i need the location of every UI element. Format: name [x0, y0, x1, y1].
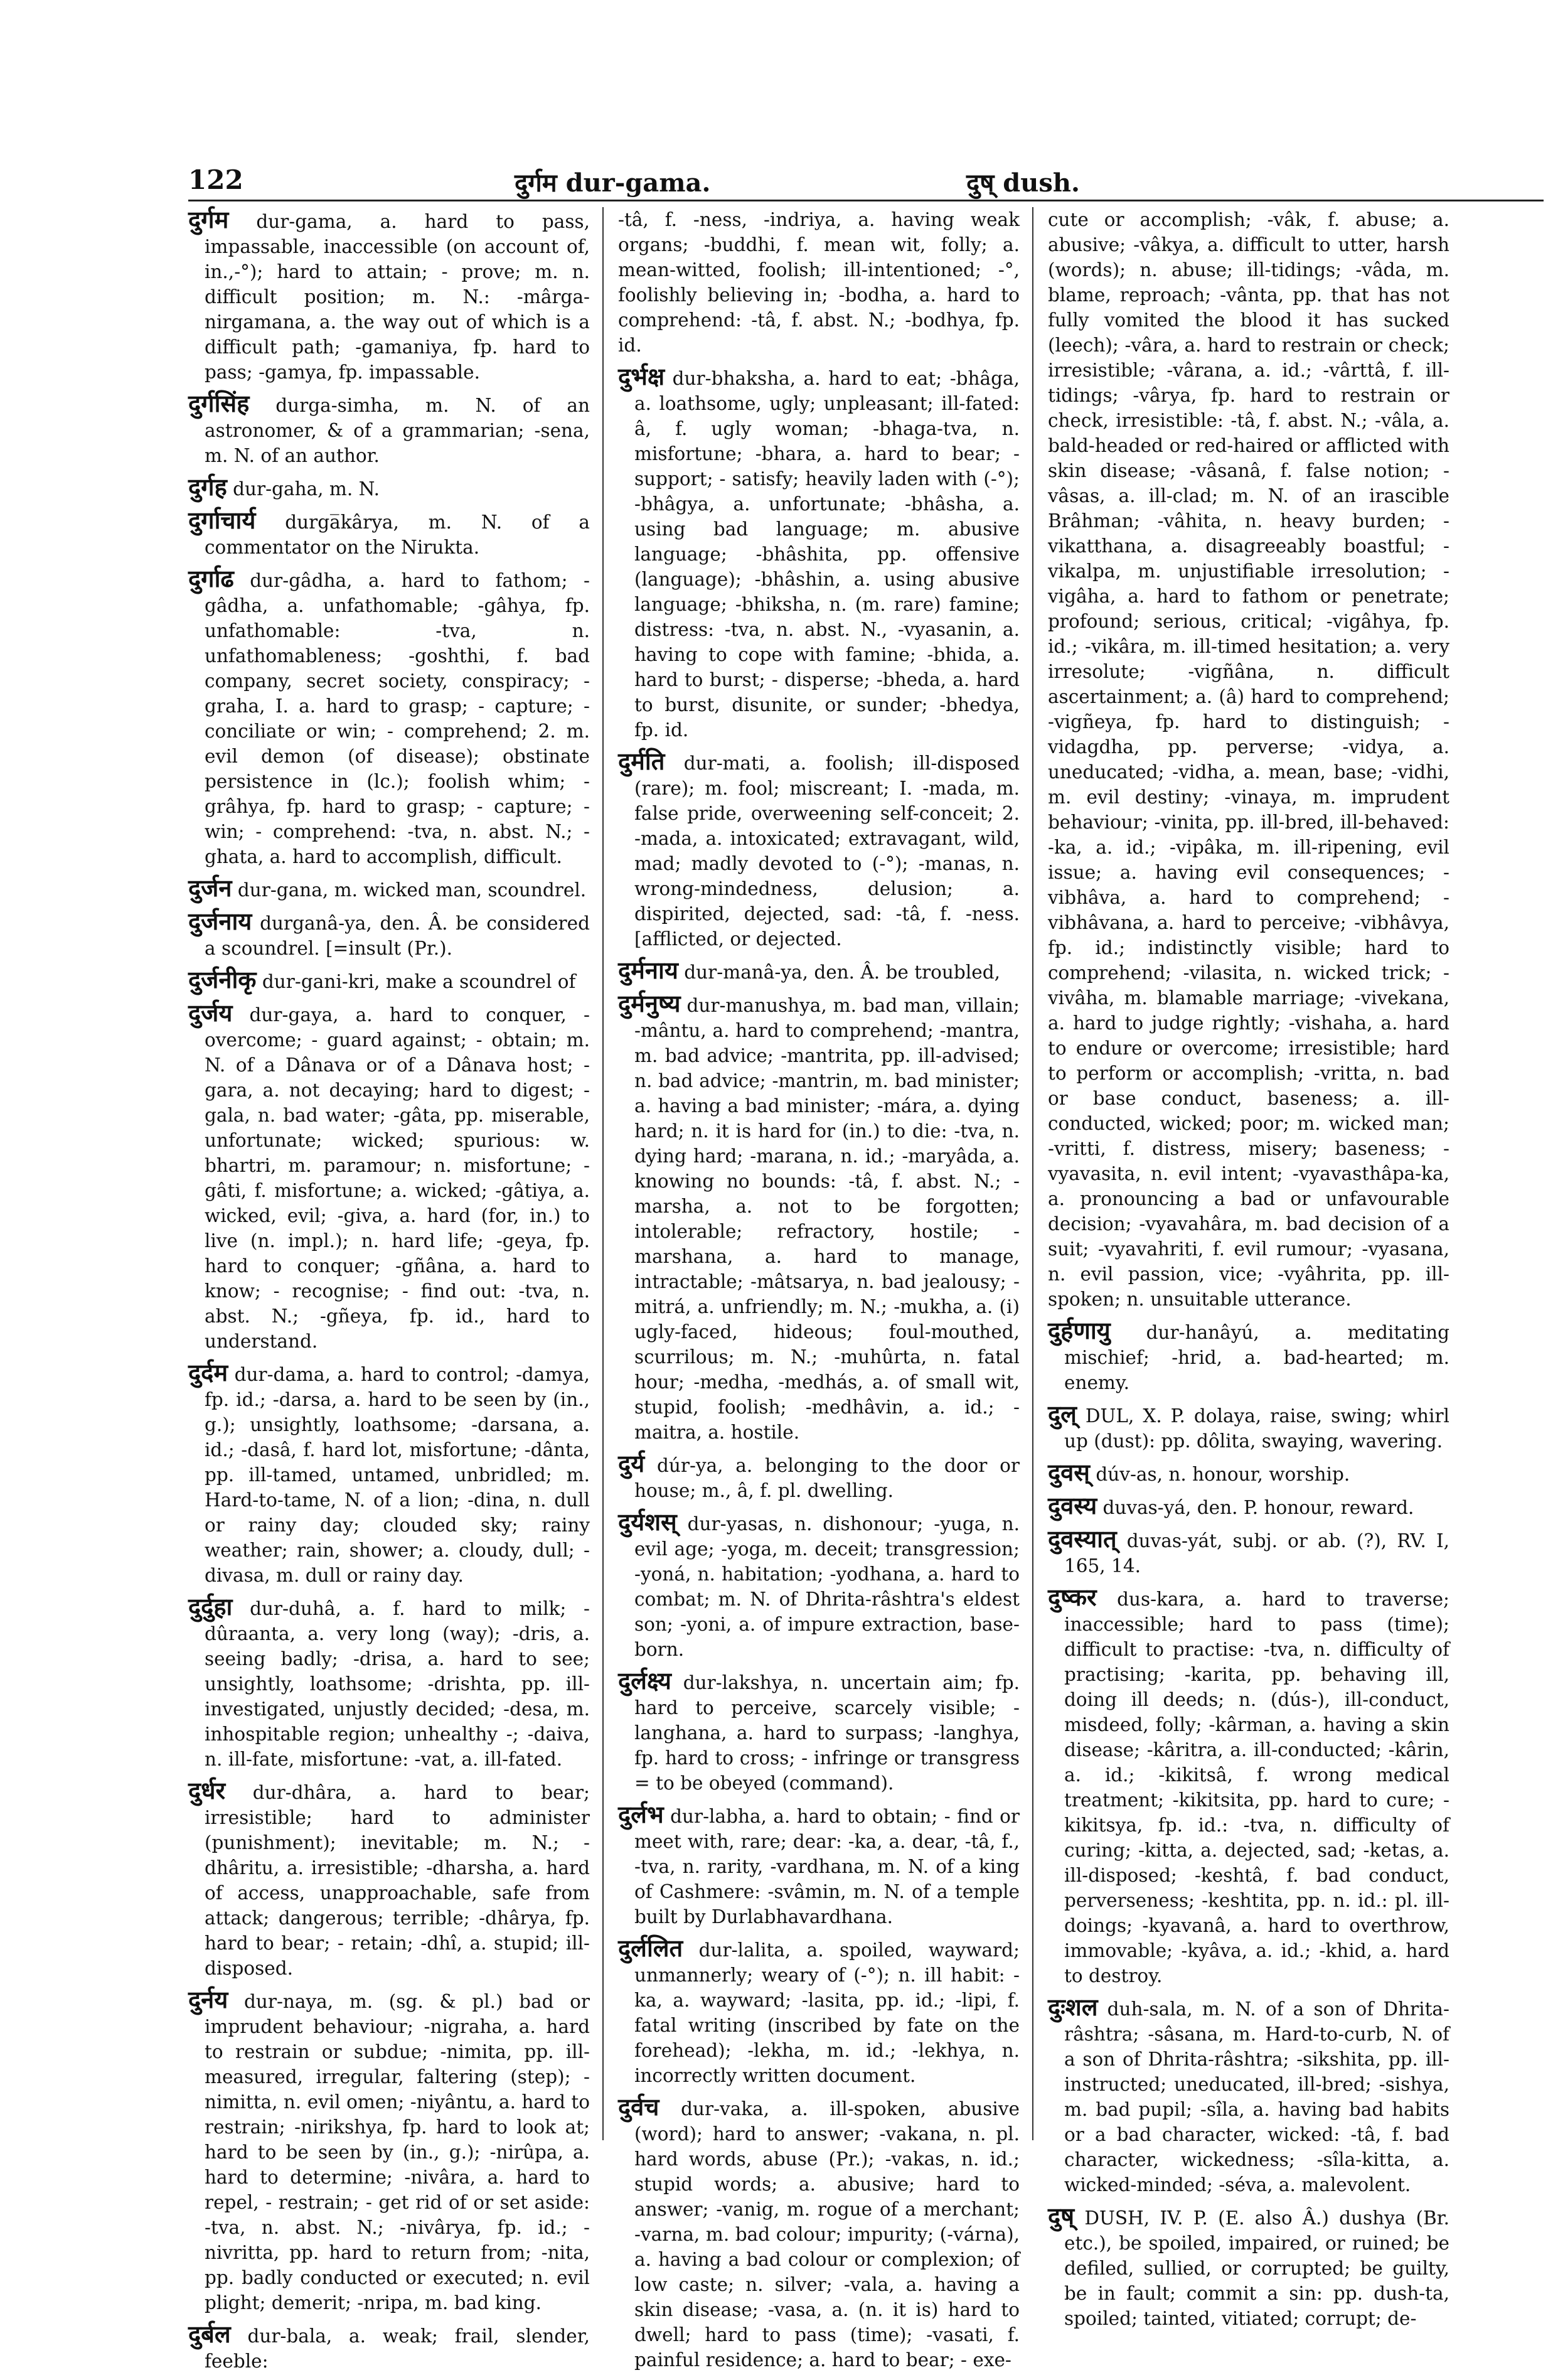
entry-definition: dur-dhâra, a. hard to bear; irresistible; hard to administer (punishment); inevitable; m. N.; -dhâritu, a. irresistible; -dharsha, a. hard of access, unapproachable, safe from attack; dangerous; terrible; -dhârya, fp. hard to bear; - retain; -dhî, a. stupid; ill-disposed.	[205, 1782, 590, 1979]
entry-headword: दुर्दम	[188, 1358, 228, 1386]
entry-headword: दुर्गसिंह	[188, 389, 250, 417]
entry-definition: dúv-as, n. honour, worship.	[1096, 1464, 1350, 1485]
entry-definition: duh-sala, m. N. of a son of Dhrita-râshtra; -sâsana, m. Hard-to-curb, N. of a son of Dhrita-râshtra; -sikshita, pp. ill-instructed; uneducated, ill-bred; -sishya, m. bad pupil; -sîla, a. having bad habits or a bad character, wicked: -tâ, f. bad character, wickedness; -sîla-kitta, a. wicked-minded; -séva, a. malevolent.	[1064, 1998, 1449, 2195]
entry-definition: dur-duhâ, a. f. hard to milk; -dûraanta, a. very long (way); -dris, a. seeing badly; -drisa, a. hard to see; unsightly, loathsome; -drishta, pp. ill-investigated, unjustly decided; -desa, m. inhospitable region; unhealthy -; -daiva, n. ill-fate, misfortune: -vat, a. ill-fated.	[205, 1598, 590, 1770]
entry-headword: दुर्जनीकृ	[188, 965, 257, 994]
dictionary-entry	[188, 909, 590, 961]
dictionary-entry	[1048, 1460, 1449, 1487]
dictionary-entry	[188, 1000, 590, 1354]
entry-headword: दुर्जय	[188, 999, 233, 1027]
entry-definition: dur-gana, m. wicked man, scoundrel.	[237, 879, 587, 901]
page-header	[188, 164, 1374, 200]
entry-definition: cute or accomplish; -vâk, f. abuse; a. abusive; -vâkya, a. difficult to utter, harsh (words); n. abuse; ill-tidings; -vâda, m. blame, reproach; -vânta, pp. that has not fully vomited the blood it has sucked (leech); -vâra, a. hard to restrain or check; irresistible; -vârana, a. id.; -vârttâ, f. ill-tidings; -vârya, fp. hard to restrain or check, irresistible: -tâ, f. abst. N.; -vâla, a. bald-headed or red-haired or afflicted with skin disease; -vâsanâ, f. false notion; -vâsas, a. ill-clad; m. N. of an irascible Brâhman; -vâhita, n. heavy burden; -vikatthana, a. disagreeably boastful; -vikalpa, m. unjustifiable irresolution; -vigâha, a. hard to fathom or penetrate; profound; serious, critical; -vigâhya, fp. id.; -vikâra, m. ill-timed hesitation; a. very irresolute; -vigñâna, n. difficult ascertainment; a. (â) hard to comprehend; -vigñeya, fp. hard to distinguish; -vidagdha, pp. perverse; -vidya, a. uneducated; -vidha, a. mean, base; -vidhi, m. evil destiny; -vinaya, m. imprudent behaviour; -vinita, pp. ill-bred, ill-behaved: -ka, a. id.; -vipâka, m. ill-ripening, evil issue; a. having evil consequences; -vibhâva, a. hard to comprehend; -vibhâvana, a. hard to perceive; -vibhâvya, fp. id.; indistinctly visible; hard to comprehend; -vilasita, n. wicked trick; -vivâha, m. blamable marriage; -vivekana, a. hard to judge rightly; -vishaha, a. hard to endure or overcome; irresistible; hard to perform or accomplish; -vritta, n. bad or base conduct, baseness; a. ill-conducted, wicked; poor; m. wicked man; -vritti, f. distress, misery; baseness; -vyavasita, n. evil intent; -vyavasthâpa-ka, a. pronouncing a bad or unfavourable decision; -vyavahâra, m. bad decision of a suit; -vyavahriti, f. evil rumour; -vyasana, n. evil passion, vice; -vyâhrita, pp. ill-spoken; n. unsuitable utterance.	[1048, 209, 1449, 1310]
dictionary-entry	[1048, 1318, 1449, 1395]
entry-definition: dur-mati, a. foolish; ill-disposed (rare); m. fool; miscreant; I. -mada, m. false pride, overweening self-conceit; 2. -mada, a. intoxicated; extravagant, wild, mad; madly devoted to (-°); -manas, n. wrong-mindedness, delusion; a. dispirited, dejected, sad: -tâ, f. -ness. [afflicted, or dejected.	[634, 753, 1020, 950]
dictionary-entry	[618, 991, 1020, 1445]
entry-definition: dur-yasas, n. dishonour; -yuga, n. evil age; -yoga, m. deceit; transgression; -yoná, n. habitation; -yodhana, a. hard to combat; m. N. of Dhrita-râshtra's eldest son; -yoni, a. of impure extraction, base-born.	[634, 1513, 1020, 1660]
dictionary-entry	[188, 1778, 590, 1981]
entry-headword: दुर्गाचार्य	[188, 506, 256, 534]
entry-headword: दुर्यशस्	[618, 1508, 677, 1536]
dictionary-entry	[188, 508, 590, 560]
dictionary-column-2	[618, 207, 1020, 2379]
entry-definition: dur-lalita, a. spoiled, wayward; unmannerly; weary of (-°); n. ill habit: -ka, a. wayward; -lasita, pp. id.; -lipi, f. fatal writing (inscribed by fate on the forehead); -lekha, m. id.; -lekhya, n. incorrectly written document.	[634, 1939, 1020, 2086]
dictionary-entry	[618, 207, 1020, 358]
entry-headword: दुर्गाढ	[188, 564, 234, 592]
dictionary-entry	[188, 566, 590, 869]
dictionary-entry	[1048, 1526, 1449, 1579]
dictionary-entry	[618, 749, 1020, 951]
entry-headword: दुष्कर	[1048, 1583, 1097, 1611]
entry-headword: दुर्जन	[188, 874, 232, 902]
entry-definition: durga̅kârya, m. N. of a commentator on the Nirukta.	[205, 512, 590, 558]
dictionary-entry	[1048, 1493, 1449, 1520]
entry-definition: dur-dama, a. hard to control; -damya, fp. id.; -darsa, a. hard to be seen by (in., g.); unsightly, loathsome; -darsana, a. id.; -dasâ, f. hard lot, misfortune; -dânta, pp. ill-tamed, untamed, unbridled; m. Hard-to-tame, N. of a lion; -dina, n. dull or rainy day; clouded sky; rainy weather; rain, shower; a. cloudy, dull; -divasa, m. dull or rainy day.	[205, 1364, 590, 1586]
dictionary-entry	[188, 474, 590, 501]
dictionary-entry	[188, 967, 590, 994]
entry-headword: दुर्ललित	[618, 1934, 683, 1962]
page-number: 122	[188, 164, 243, 195]
header-rule	[188, 200, 1544, 201]
entry-headword: दुर्मति	[618, 747, 665, 775]
dictionary-entry	[188, 1987, 590, 2315]
dictionary-entry	[618, 1451, 1020, 1503]
entry-headword: दुर्भक्ष	[618, 362, 665, 390]
entry-headword: दुर्लभ	[618, 1800, 664, 1828]
entry-headword: दुर्मनाय	[618, 956, 678, 984]
entry-definition: -tâ, f. -ness, -indriya, a. having weak organs; -buddhi, f. mean wit, folly; a. mean-witted, foolish; ill-intentioned; -°, foolishly believing in; -bodha, a. hard to comprehend: -tâ, f. abst. N.; -bodhya, fp. id.	[618, 209, 1020, 356]
entry-definition: durganâ-ya, den. Â. be considered a scoundrel. [=insult (Pr.).	[205, 913, 590, 959]
entry-definition: dur-manushya, m. bad man, villain; -mântu, a. hard to comprehend; -mantra, m. bad advice; -mantrita, pp. ill-advised; n. bad advice; -mantrin, m. bad minister; a. having a bad minister; -mára, a. dying hard; n. it is hard for (in.) to die: -tva, n. dying hard; -marana, n. id.; -maryâda, a. knowing no bounds: -tâ, f. abst. N.; -marsha, a. not to be forgotten; intolerable; refractory, hostile; -marshana, a. hard to manage, intractable; -mâtsarya, n. bad jealousy; -mitrá, a. unfriendly; m. N.; -mukha, a. (i) ugly-faced, hideous; foul-mouthed, scurrilous; m. N.; -muhûrta, n. fatal hour; -medha, -medhás, a. of small wit, stupid, foolish; -medhâvin, a. id.; -maitra, a. hostile.	[634, 995, 1020, 1443]
dictionary-entry	[1048, 2204, 1449, 2331]
entry-definition: dur-gaya, a. hard to conquer, - overcome; - guard against; - obtain; m. N. of a Dânava or of a Dânava host; -gara, a. not decaying; hard to digest; -gala, n. bad water; -gâta, pp. miserable, unfortunate; wicked; spurious: w. bhartri, m. paramour; n. misfortune; -gâti, f. misfortune; a. wicked; -gâtiya, a. wicked, evil; -giva, a. hard (for, in.) to live (n. impl.); n. hard life; -geya, fp. hard to conquer; -gñâna, a. hard to know; - recognise; - find out: -tva, n. abst. N.; -gñeya, fp. id., hard to understand.	[205, 1004, 590, 1352]
entry-headword: दुल्	[1048, 1400, 1077, 1428]
entry-headword: दुवस्य	[1048, 1491, 1097, 1520]
dictionary-entry	[188, 876, 590, 903]
entry-definition: dur-gama, a. hard to pass, impassable, inaccessible (on account of, in.,-°); hard to attain; - prove; m. n. difficult position; m. N.: -mârga-nirgamana, a. the way out of which is a difficult path; -gamaniya, fp. hard to pass; -gamya, fp. impassable.	[205, 211, 590, 383]
entry-definition: dur-gâdha, a. hard to fathom; -gâdha, a. unfathomable; -gâhya, fp. unfathomable: -tva, n. unfathomableness; -goshthi, f. bad company, secret society, conspiracy; -graha, I. a. hard to grasp; - capture; - conciliate or win; - comprehend; 2. m. evil demon (of disease); obstinate persistence in (lc.); foolish whim; -grâhya, fp. hard to grasp; - capture; - win; - comprehend: -tva, n. abst. N.; -ghata, a. hard to accomplish, difficult.	[205, 570, 590, 867]
dictionary-column-1	[188, 207, 590, 2380]
entry-headword: दुर्मनुष्य	[618, 989, 681, 1017]
column-separator	[602, 207, 604, 2140]
dictionary-entry	[188, 207, 590, 385]
entry-headword: दुष्	[1048, 2202, 1075, 2230]
entry-definition: DUSH, IV. P. (E. also Â.) dushya (Br. etc.), be spoiled, impaired, or ruined; be defiled, sullied, or corrupted; be guilty, be in fault; commit a sin: pp. dush-ta, spoiled; tainted, vitiated; corrupt; de-	[1064, 2207, 1449, 2329]
dictionary-entry	[618, 364, 1020, 742]
entry-headword: दुर्दुहा	[188, 1592, 233, 1621]
dictionary-entry	[618, 2094, 1020, 2372]
entry-definition: dur-bhaksha, a. hard to eat; -bhâga, a. loathsome, ugly; unpleasant; ill-fated: â, f. ugly woman; -bhaga-tva, n. misfortune; -bhara, a. hard to bear; - support; - satisfy; heavily laden with (-°); -bhâgya, a. unfortunate; -bhâsha, a. using bad language; m. abusive language; -bhâshita, pp. offensive (language); -bhâshin, a. using abusive language; -bhiksha, n. (m. rare) famine; distress: -tva, n. abst. N., -vyasanin, a. having to cope with famine; -bhida, a. hard to burst; - disperse; -bheda, a. hard to burst, disunite, or sunder; -bhedya, fp. id.	[634, 368, 1020, 741]
entry-definition: dur-vaka, a. ill-spoken, abusive (word); hard to answer; -vakana, n. pl. hard words, abuse (Pr.); -vakas, n. id.; stupid words; a. abusive; hard to answer; -vanig, m. rogue of a merchant; -varna, m. bad colour; impurity; (-várna), a. having a bad colour or complexion; of low caste; n. silver; -vala, a. having a skin disease; -vasa, a. (n. it is) hard to dwell; hard to pass (time); -vasati, f. painful residence; a. hard to bear; - exe-	[634, 2098, 1020, 2371]
entry-headword: दुर्बल	[188, 2320, 231, 2348]
entry-definition: durga-simha, m. N. of an astronomer, & of a grammarian; -sena, m. N. of an author.	[205, 395, 590, 466]
entry-definition: dur-naya, m. (sg. & pl.) bad or imprudent behaviour; -nigraha, a. hard to restrain or subdue; -nimita, pp. ill-measured, irregular, faltering (step); -nimitta, n. evil omen; -niyântu, a. hard to restrain; -nirikshya, fp. hard to look at; hard to be seen by (in., g.); -nirûpa, a. hard to determine; -nivâra, a. hard to repel, - restrain; - get rid of or set aside: -tva, n. abst. N.; -nivârya, fp. id.; -nivritta, pp. hard to return from; -nita, pp. badly conducted or executed; n. evil plight; demerit; -nripa, m. bad king.	[205, 1991, 590, 2313]
entry-headword: दुर्गह	[188, 473, 227, 501]
entry-headword: दुवस्	[1048, 1458, 1090, 1486]
running-head-right: दुष् dush.	[966, 168, 1080, 198]
entry-definition: dur-hanâyú, a. meditating mischief; -hrid, a. bad-hearted; m. enemy.	[1064, 1322, 1449, 1393]
dictionary-entry	[618, 1509, 1020, 1662]
entry-definition: dus-kara, a. hard to traverse; inaccessible; hard to pass (time); difficult to practise: -tva, n. difficulty of practising; -karita, pp. behaving ill, doing ill deeds; n. (dús-), ill-conduct, misdeed, folly; -kârman, a. having a skin disease; -kâritra, a. ill-conducted; -kârin, a. id.; -kikitsâ, f. wrong medical treatment; -kikitsita, pp. hard to cure; -kikitsya, fp. id.: -tva, n. difficulty of curing; -kitta, a. dejected, sad; -ketas, a. ill-disposed; -keshtâ, f. bad conduct, perverseness; -keshtita, pp. n. id.: pl. ill-doings; -kyavanâ, a. hard to overthrow, immovable; -kyâva, a. id.; -khid, a. hard to destroy.	[1064, 1589, 1449, 1986]
dictionary-entry	[618, 1802, 1020, 1929]
entry-headword: दुर्लक्ष्य	[618, 1666, 671, 1695]
entry-definition: dur-bala, a. weak; frail, slender, feeble:	[205, 2325, 590, 2372]
entry-definition: dur-gaha, m. N.	[233, 478, 380, 500]
entry-definition: dúr-ya, a. belonging to the door or house; m., â, f. pl. dwelling.	[634, 1455, 1020, 1501]
column-separator	[1032, 207, 1033, 2140]
dictionary-entry	[618, 1668, 1020, 1796]
dictionary-entry	[618, 958, 1020, 985]
entry-definition: DUL, X. P. dolaya, raise, swing; whirl up (dust): pp. dôlita, swaying, wavering.	[1064, 1405, 1449, 1452]
entry-headword: दुर्जनाय	[188, 907, 252, 935]
dictionary-entry	[1048, 207, 1449, 1312]
entry-headword: दुर्नय	[188, 1985, 228, 2013]
dictionary-entry	[188, 2322, 590, 2374]
dictionary-entry	[1048, 1995, 1449, 2197]
entry-headword: दुवस्यात्	[1048, 1525, 1117, 1553]
dictionary-entry	[188, 391, 590, 468]
entry-headword: दुर्य	[618, 1449, 645, 1477]
entry-definition: dur-labha, a. hard to obtain; - find or meet with, rare; dear: -ka, a. dear, -tâ, f., -tva, n. rarity, -vardhana, m. N. of a king of Cashmere: -svâmin, m. N. of a temple built by Durlabhavardhana.	[634, 1806, 1020, 1927]
entry-definition: duvas-yá, den. P. honour, reward.	[1102, 1497, 1414, 1518]
entry-definition: dur-manâ-ya, den. Â. be troubled,	[684, 962, 1000, 983]
entry-headword: दुर्हणायु	[1048, 1316, 1111, 1344]
entry-headword: दुर्वच	[618, 2093, 659, 2121]
entry-headword: दुर्धर	[188, 1776, 226, 1804]
entry-headword: दुःशल	[1048, 1993, 1098, 2021]
dictionary-entry	[618, 1936, 1020, 2088]
dictionary-entry	[1048, 1585, 1449, 1988]
dictionary-entry	[188, 1360, 590, 1588]
dictionary-column-3	[1048, 207, 1449, 2337]
dictionary-entry	[1048, 1402, 1449, 1454]
entry-headword: दुर्गम	[188, 205, 229, 233]
entry-definition: dur-gani-kri, make a scoundrel of	[262, 971, 576, 992]
entry-definition: dur-lakshya, n. uncertain aim; fp. hard to perceive, scarcely visible; -langhana, a. hard to surpass; -langhya, fp. hard to cross; - infringe or transgress = to be obeyed (command).	[634, 1672, 1020, 1794]
entry-definition: duvas-yát, subj. or ab. (?), RV. I, 165, 14.	[1064, 1530, 1449, 1577]
running-head-left: दुर्गम dur-gama.	[515, 168, 711, 198]
dictionary-entry	[188, 1594, 590, 1772]
